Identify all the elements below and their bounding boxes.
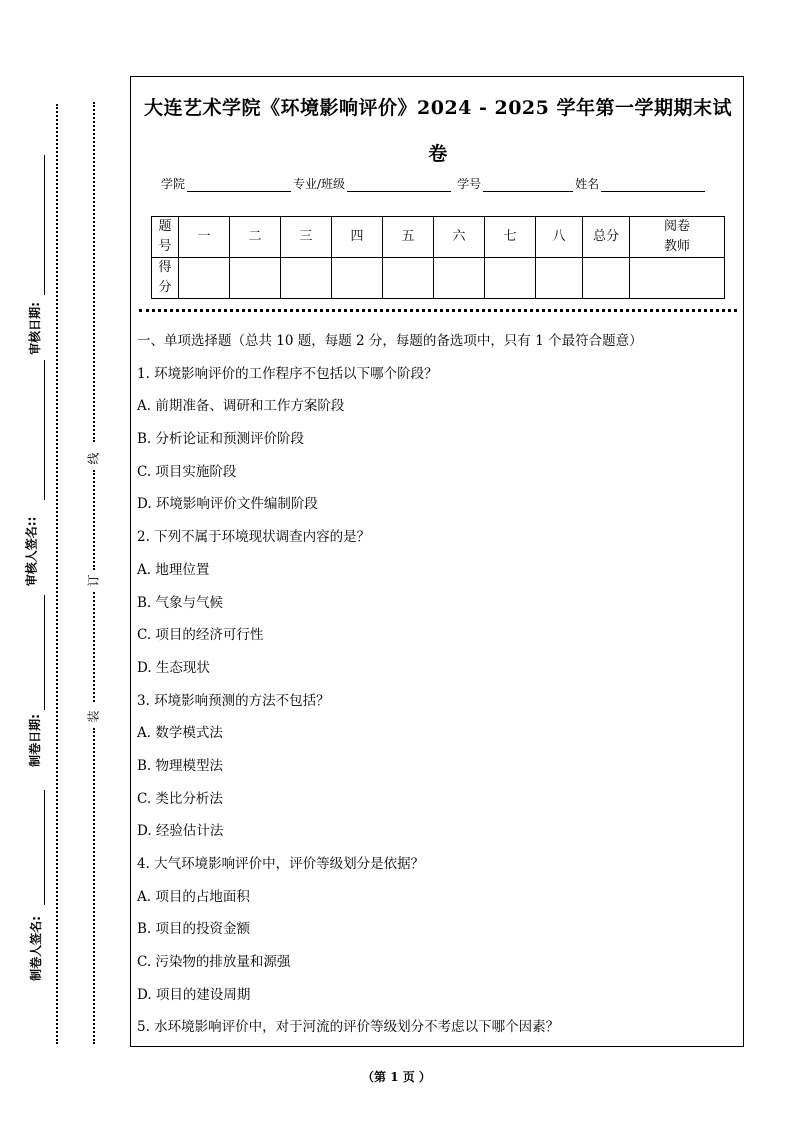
- option-line: A. 项目的占地面积: [137, 888, 250, 905]
- maker-sign-label: 制卷人签名:: [28, 916, 43, 981]
- option-line: D. 项目的建设周期: [137, 986, 251, 1003]
- college-field[interactable]: [187, 179, 291, 192]
- score-cell[interactable]: [434, 258, 485, 299]
- option-line: A. 数学模式法: [137, 725, 223, 742]
- score-cell[interactable]: [332, 258, 383, 299]
- score-table-score-row: [152, 258, 725, 299]
- score-cell[interactable]: [536, 258, 583, 299]
- score-table: [151, 216, 725, 299]
- score-row-label: 得分: [158, 260, 172, 295]
- score-header-cell: 二: [230, 217, 281, 258]
- student-info-row: [161, 175, 707, 192]
- option-line: B. 物理模型法: [137, 757, 224, 774]
- score-header-cell: [152, 217, 179, 258]
- option-line: A. 前期准备、调研和工作方案阶段: [137, 398, 345, 415]
- name-label: 姓名: [575, 177, 600, 191]
- question-line: 4. 大气环境影响评价中，评价等级划分是依据？: [137, 856, 425, 872]
- divider-dotted: [139, 309, 737, 312]
- exam-title-line2: 卷: [428, 143, 448, 165]
- grader-label: 阅卷教师: [663, 219, 690, 254]
- line-char: 线: [86, 452, 101, 465]
- score-header-cell: 三: [281, 217, 332, 258]
- name-field[interactable]: [601, 179, 705, 192]
- option-line: D. 环境影响评价文件编制阶段: [137, 496, 318, 513]
- college-label: 学院: [161, 177, 186, 191]
- page-number: （第 1 页 ）: [362, 1070, 431, 1084]
- question-line: 2. 下列不属于环境现状调查内容的是？: [137, 529, 371, 546]
- option-line: A. 地理位置: [137, 561, 210, 578]
- reviewer-sign-label: 审核人签名::: [24, 516, 39, 587]
- student-id-label: 学号: [457, 177, 482, 191]
- option-line: C. 项目的经济可行性: [137, 627, 264, 644]
- score-cell[interactable]: [281, 258, 332, 299]
- score-header-cell: 四: [332, 217, 383, 258]
- option-line: C. 污染物的排放量和源强: [137, 954, 291, 971]
- score-header-cell: 总分: [583, 217, 630, 258]
- score-header-label: 题号: [158, 219, 172, 254]
- review-date-label: 审核日期:: [27, 302, 42, 355]
- binding-dotted-line-2: [93, 470, 95, 570]
- option-line: D. 经验估计法: [137, 823, 224, 840]
- option-line: C. 类比分析法: [137, 790, 223, 807]
- option-line: C. 项目实施阶段: [137, 463, 237, 480]
- exam-title: [131, 85, 745, 177]
- exam-frame: [130, 76, 744, 1047]
- student-id-field[interactable]: [483, 179, 573, 192]
- score-header-cell: [630, 217, 725, 258]
- score-header-cell: 六: [434, 217, 485, 258]
- maker-sign-line: [44, 790, 45, 905]
- score-row-label-cell: [152, 258, 179, 299]
- question-list: [137, 331, 741, 1050]
- review-date-line: [44, 155, 45, 295]
- option-line: B. 气象与气候: [137, 594, 224, 611]
- major-class-label: 专业/班级: [293, 177, 346, 191]
- score-header-cell: 七: [485, 217, 536, 258]
- option-line: B. 项目的投资金额: [137, 921, 251, 938]
- section-header: 一、单项选择题（总共 10 题，每题 2 分，每题的备选项中，只有 1 个最符合题意）: [137, 333, 643, 349]
- score-header-cell: 一: [179, 217, 230, 258]
- zhuang-char: 装: [86, 710, 101, 723]
- major-class-field[interactable]: [347, 179, 451, 192]
- ding-char: 订: [86, 574, 101, 587]
- question-line: 3. 环境影响预测的方法不包括？: [137, 692, 330, 709]
- option-line: B. 分析论证和预测评价阶段: [137, 431, 305, 448]
- score-header-cell: 五: [383, 217, 434, 258]
- score-cell[interactable]: [583, 258, 630, 299]
- question-line: 1. 环境影响评价的工作程序不包括以下哪个阶段？: [137, 365, 438, 382]
- question-line: 5. 水环境影响评价中，对于河流的评价等级划分不考虑以下哪个因素？: [137, 1019, 560, 1036]
- score-cell[interactable]: [383, 258, 434, 299]
- score-cell[interactable]: [230, 258, 281, 299]
- option-line: D. 生态现状: [137, 659, 210, 676]
- binding-dotted-line-1: [93, 102, 95, 442]
- make-date-label: 制卷日期:: [27, 714, 42, 767]
- left-dotted-line: [56, 104, 58, 1044]
- exam-title-line1: 大连艺术学院《环境影响评价》2024 - 2025 学年第一学期期末试: [144, 97, 732, 119]
- binding-dotted-line-4: [93, 728, 95, 1044]
- binding-dotted-line-3: [93, 592, 95, 702]
- score-cell[interactable]: [179, 258, 230, 299]
- reviewer-sign-line: [44, 360, 45, 500]
- score-header-cell: 八: [536, 217, 583, 258]
- score-cell[interactable]: [630, 258, 725, 299]
- score-cell[interactable]: [485, 258, 536, 299]
- score-table-header-row: [152, 217, 725, 258]
- make-date-line: [44, 595, 45, 710]
